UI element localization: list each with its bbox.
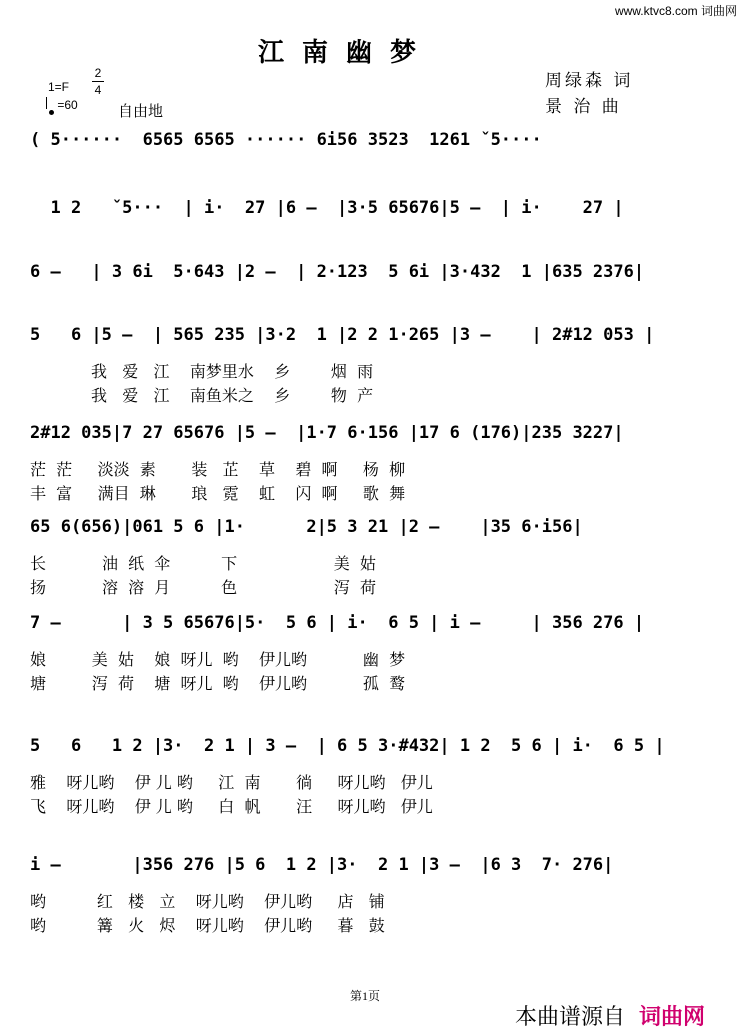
score-line xyxy=(30,423,720,449)
lyric-line: 长 油 纸 伞 下 美 姑 xyxy=(30,554,376,573)
score-line xyxy=(30,198,720,224)
lyric-line: 我 爱 江 南鱼米之 乡 物 产 xyxy=(30,386,374,405)
source-credit xyxy=(515,1000,705,1031)
lyric-line: 哟 红 楼 立 呀儿哟 伊儿哟 店 铺 xyxy=(30,892,385,911)
score-notes: 65 6(656)|061 5 6 |1· 2|5 3 21 |2 – |35 6·i56| xyxy=(30,517,583,537)
key-signature: 1=F xyxy=(48,80,70,94)
page-number: 第1页 xyxy=(350,989,381,1003)
source-brand: 词曲网 xyxy=(639,1005,706,1030)
tempo-value: =60 xyxy=(57,98,78,112)
score-line xyxy=(30,130,720,156)
score-notes: i – |356 276 |5 6 1 2 |3· 2 1 |3 – |6 3 7· 276| xyxy=(30,855,614,875)
time-signature-rule xyxy=(92,81,104,82)
lyric-line: 我 爱 江 南梦里水 乡 烟 雨 xyxy=(30,362,374,381)
composer-credit: 景 治 曲 xyxy=(545,97,622,117)
score-notes: ( 5······ 6565 6565 ······ 6i56 3523 1261 ˇ5···· xyxy=(30,130,542,150)
score-notes: 5 6 |5 – | 565 235 |3·2 1 |2 2 1·265 |3 – | 2#12 053 | xyxy=(30,325,655,345)
lyric-line: 丰 富 满目 琳 琅 霓 虹 闪 啊 歌 舞 xyxy=(30,484,406,503)
lyric-line: 扬 溶 溶 月 色 泻 荷 xyxy=(30,578,376,597)
site-url: www.ktvc8.com 词曲网 xyxy=(614,4,737,18)
lyricist-credit: 周绿森 词 xyxy=(545,71,634,91)
lyric-line: 雅 呀儿哟 伊 儿 哟 江 南 徜 呀儿哟 伊儿 xyxy=(30,773,433,792)
source-text: 本曲谱源自 xyxy=(515,1005,626,1030)
lyric-line: 娘 美 姑 娘 呀儿 哟 伊儿哟 幽 梦 xyxy=(30,650,406,669)
time-signature-top: 2 xyxy=(94,66,102,80)
score-line xyxy=(30,613,720,639)
song-title: 江南幽梦 xyxy=(258,38,435,68)
lyric-line: 茫 茫 淡淡 素 装 芷 草 碧 啊 杨 柳 xyxy=(30,460,406,479)
score-line xyxy=(30,736,720,762)
lyric-line: 哟 篝 火 烬 呀儿哟 伊儿哟 暮 鼓 xyxy=(30,916,385,935)
score-notes: 7 – | 3 5 65676|5· 5 6 | i· 6 5 | i – | 356 276 | xyxy=(30,613,645,633)
score-notes: 1 2 ˇ5··· | i· 27 |6 – |3·5 65676|5 – | i· 27 | xyxy=(30,198,624,218)
score-line xyxy=(30,855,720,881)
tempo-marking xyxy=(46,97,78,112)
score-notes: 6 – | 3 6i 5·643 |2 – | 2·123 5 6i |3·432 1 |635 2376| xyxy=(30,262,645,282)
quarter-note-icon xyxy=(46,98,54,112)
score-line xyxy=(30,517,720,543)
expression-marking: 自由地 xyxy=(118,102,164,120)
score-line xyxy=(30,262,720,288)
score-line xyxy=(30,325,720,351)
score-notes: 2#12 035|7 27 65676 |5 – |1·7 6·156 |17 6 (176)|235 3227| xyxy=(30,423,624,443)
score-notes: 5 6 1 2 |3· 2 1 | 3 – | 6 5 3·#432| 1 2 5 6 | i· 6 5 | xyxy=(30,736,665,756)
time-signature-bottom: 4 xyxy=(94,83,102,97)
time-signature xyxy=(92,66,104,97)
lyric-line: 塘 泻 荷 塘 呀儿 哟 伊儿哟 孤 鹜 xyxy=(30,674,406,693)
lyric-line: 飞 呀儿哟 伊 儿 哟 白 帆 汪 呀儿哟 伊儿 xyxy=(30,797,433,816)
